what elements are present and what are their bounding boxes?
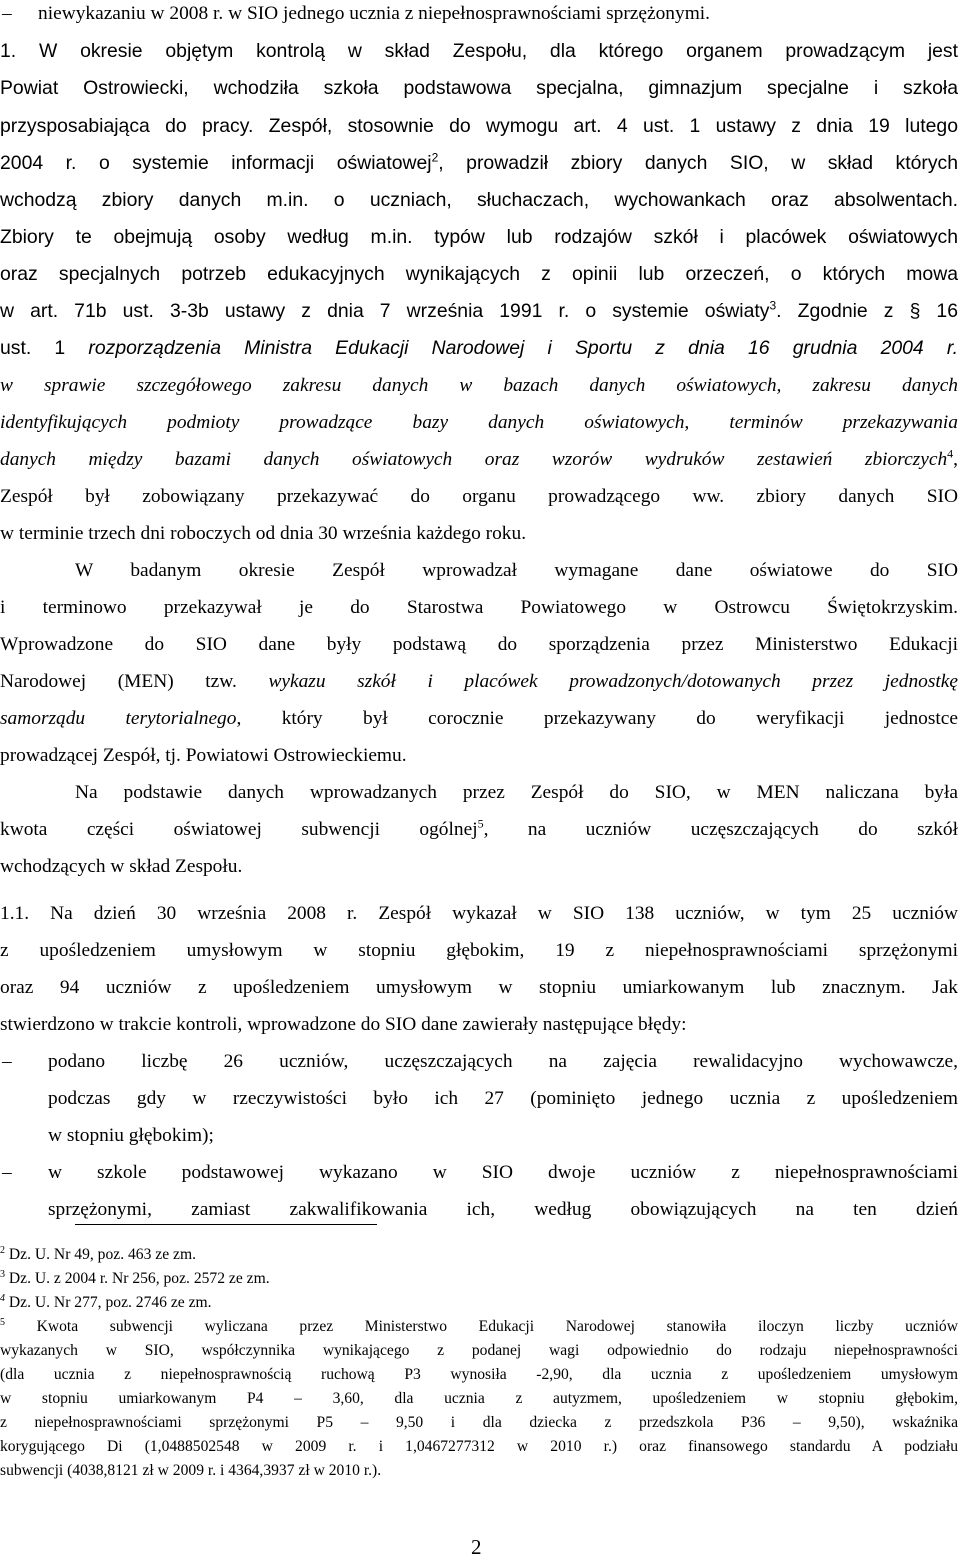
list-dash: –: [2, 1051, 12, 1072]
text-line: podczas gdy w rzeczywistości było ich 27 (pominięto jednego ucznia z upośledzeniem: [48, 1088, 958, 1109]
text-line: stwierdzono w trakcie kontroli, wprowadzone do SIO dane zawierały następujące błędy:: [0, 1014, 687, 1035]
footnote-line: $^4$ Dz. U. Nr 277, poz. 2746 ze zm.: [0, 1292, 212, 1311]
footnote-line: korygującego Di (1,0488502548 w 2009 r. i 1,0467277312 w 2010 r.) oraz finansowego standardu A podziału: [0, 1438, 958, 1455]
footnote-line: $^3$ Dz. U. z 2004 r. Nr 256, poz. 2572 ze zm.: [0, 1268, 270, 1287]
text-line: danych między bazami danych oświatowych oraz wzorów wydruków zestawień zbiorczych$^4$,: [0, 446, 958, 470]
text-line: Narodowej (MEN) tzw. wykazu szkół i placówek prowadzonych/dotowanych przez jednostkę: [0, 671, 958, 692]
list-dash: –: [2, 1162, 12, 1183]
text-line: identyfikujących podmioty prowadzące bazy danych oświatowych, terminów przekazywania: [0, 412, 958, 433]
footnote-line: w stopniu umiarkowanym P4 – 3,60, dla ucznia z autyzmem, upośledzeniem w stopniu głębokim,: [0, 1390, 958, 1407]
text-line: niewykazaniu w 2008 r. w SIO jednego ucznia z niepełnosprawnościami sprzężonymi.: [38, 3, 711, 24]
text-line: i terminowo przekazywał je do Starostwa Powiatowego w Ostrowcu Świętokrzyskim.: [0, 597, 958, 618]
text-line: oraz 94 uczniów z upośledzeniem umysłowym w stopniu umiarkowanym lub znacznym. Jak: [0, 977, 958, 998]
footnote-line: wykazanych w SIO, współczynnika wynikającego z podanej wagi odpowiednio do rodzaju niepełnosprawności: [0, 1342, 958, 1359]
text-line: Wprowadzone do SIO dane były podstawą do sporządzenia przez Ministerstwo Edukacji: [0, 634, 958, 655]
text-line: 1.1. Na dzień 30 września 2008 r. Zespół wykazał w SIO 138 uczniów, w tym 25 uczniów: [0, 903, 958, 924]
footnote-line: $^5$ Kwota subwencji wyliczana przez Ministerstwo Edukacji Narodowej stanowiła iloczyn liczby uczniów: [0, 1316, 958, 1335]
text-line: w art. 71b ust. 3-3b ustawy z dnia 7 września 1991 r. o systemie oświaty$^3$. Zgodnie z § 16: [0, 298, 958, 322]
text-line: samorządu terytorialnego, który był corocznie przekazywany do weryfikacji jednostce: [0, 708, 958, 729]
footnote-line: z niepełnosprawnościami sprzężonymi P5 – 9,50 i dla dziecka z przedszkola P36 – 9,50), wskaźnika: [0, 1414, 958, 1431]
text-line: w stopniu głębokim);: [48, 1125, 214, 1146]
text-line: oraz specjalnych potrzeb edukacyjnych wynikających z opinii lub orzeczeń, o których mowa: [0, 263, 958, 285]
footnote-line: subwencji (4038,8121 zł w 2009 r. i 4364,3937 zł w 2010 r.).: [0, 1462, 382, 1479]
footnote-separator: [75, 1224, 377, 1225]
text-line: Powiat Ostrowiecki, wchodziła szkoła podstawowa specjalna, gimnazjum specjalne i szkoła: [0, 77, 958, 99]
page-number: 2: [471, 1535, 482, 1559]
text-line: z upośledzeniem umysłowym w stopniu głębokim, 19 z niepełnosprawnościami sprzężonymi: [0, 940, 958, 961]
text-line: przysposabiająca do pracy. Zespół, stosownie do wymogu art. 4 ust. 1 ustawy z dnia 19 lutego: [0, 115, 958, 137]
text-line: wchodzą zbiory danych m.in. o uczniach, słuchaczach, wychowankach oraz absolwentach.: [0, 189, 958, 211]
text-line: podano liczbę 26 uczniów, uczęszczających na zajęcia rewalidacyjno wychowawcze,: [48, 1051, 958, 1072]
text-line: w szkole podstawowej wykazano w SIO dwoje uczniów z niepełnosprawnościami: [48, 1162, 958, 1183]
text-line: Zespół był zobowiązany przekazywać do organu prowadzącego ww. zbiory danych SIO: [0, 486, 958, 507]
text-line: sprzężonymi, zamiast zakwalifikowania ich, według obowiązujących na ten dzień: [48, 1199, 958, 1220]
footnote-line: $^2$ Dz. U. Nr 49, poz. 463 ze zm.: [0, 1244, 196, 1263]
text-line: W badanym okresie Zespół wprowadzał wymagane dane oświatowe do SIO: [75, 560, 958, 581]
text-line: Na podstawie danych wprowadzanych przez Zespół do SIO, w MEN naliczana była: [75, 782, 958, 803]
list-dash: –: [2, 3, 12, 24]
text-line: wchodzących w skład Zespołu.: [0, 856, 243, 877]
text-line: 1. W okresie objętym kontrolą w skład Zespołu, dla którego organem prowadzącym jest: [0, 40, 958, 62]
text-line: 2004 r. o systemie informacji oświatowej$^2$, prowadził zbiory danych SIO, w skład których: [0, 150, 958, 174]
text-line: w sprawie szczegółowego zakresu danych w bazach danych oświatowych, zakresu danych: [0, 375, 958, 396]
text-line: prowadzącej Zespół, tj. Powiatowi Ostrowieckiemu.: [0, 745, 407, 766]
text-line: Zbiory te obejmują osoby według m.in. typów lub rodzajów szkół i placówek oświatowych: [0, 226, 958, 248]
text-line: w terminie trzech dni roboczych od dnia 30 września każdego roku.: [0, 523, 527, 544]
footnote-line: (dla ucznia z niepełnosprawnością ruchową P3 wynosiła -2,90, dla ucznia z upośledzeniem umysłowym: [0, 1366, 958, 1383]
text-line: kwota części oświatowej subwencji ogólnej$^5$, na uczniów uczęszczających do szkół: [0, 816, 959, 840]
text-line: ust. 1 rozporządzenia Ministra Edukacji Narodowej i Sportu z dnia 16 grudnia 2004 r.: [0, 337, 958, 359]
